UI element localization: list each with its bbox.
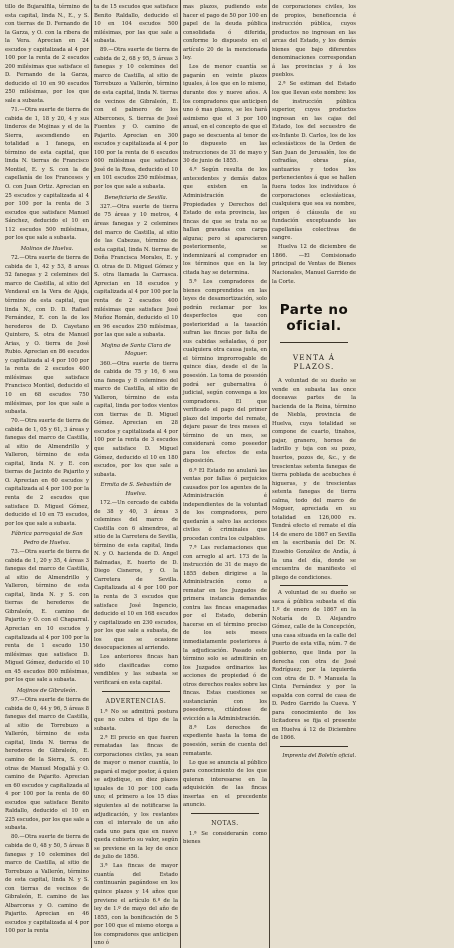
parte-no-oficial-banner: Parte no oficial. — [279, 302, 349, 335]
paragraph: 97.—Otra suerte de tierra de cabida de 0, 44 y 96, 5 áreas 8 fanegas del marco de Castilla, al sitio de Torrebuzo a Vallerón, término de esta capital, linda N. tierras de herederos de Gibraleón, E. camino de la Sierra, S. con otras de Manuel Mogallá y O. camino de Pajarito. Aprecian en 60 escudos y capitalizada al 4 por 100 por la renta de 60 escudos que satisface Benito Raldallo, deducido el 10 en 225 escudos, por los que sale a subasta. — [5, 697, 89, 832]
signature-paragraph: Huelva 12 de diciembre de 1866. —El Comisionado principal de Ventas de Bienes Nacionales, Manuel Garrido de la Corte. — [272, 244, 356, 285]
divider — [280, 746, 348, 747]
paragraph: 4.ª Según resulta de los antecedentes y demás datos que existen en la Administración de Propiedades y Derechos del Estado de esta provincia, las fincas de que se trata no se hallan gravadas con carga alguna; pero si aparecieren posteriormente, se indemnizará al comprador en los términos que en la ley citada hay se determina. — [183, 167, 267, 276]
paragraph: 71.—Otra suerte de tierra de cabida de 1, 18 y 20, 4 y sus linderos de Mojinas y el de la Sierra, ascendiendo en totalidad a 1 fanega, en término de esta capital, que linda N. tierras de Francisco Montiel, E. y S. con la de capellanía de los Franceses y O. con Juan Ortiz. Aprecian en 25 escudos y capitalizada al 4 por 100 por la renta de 3 escudos que satisface Manuel Sánchez, deducido el 10 en 112 escudos 500 milésimas, por los que sale a subasta. — [5, 107, 89, 242]
printer-imprint: Imprenta del Boletín oficial. — [282, 753, 356, 760]
section-heading: Beneficiaria de Sevilla. — [104, 194, 168, 201]
divider — [280, 342, 348, 343]
divider — [280, 585, 348, 586]
section-heading: Fábrica parroquial de San Pedro de Huelva. — [11, 531, 83, 546]
paragraph: 8.ª Los derechos de expediente hasta la toma de posesión, serán de cuenta del rematante. — [183, 724, 267, 757]
paragraph: Los anteriores fincas han sido clasificadas como vendibles y las subasta se verificará en esta capital. — [94, 654, 178, 686]
paragraph: 172.—Un cercado de cabida de 38 y 40, 3 áreas 3 celemines del marco de Castilla con 6 almendros, al sitio de la Carretera de Sevilla, término de esta capital, linda N. y O. hacienda de D. Angel Balmadas, E. huerto de D. Diego Cisneros, y O. la Carretera de Sevilla. Capitalizada al 4 por 100 por la renta de 3 escudos que satisface José Ingencio, deducido el 10 en 168 escudos y capitalizado en 230 escudos, por los que sale a subasta, de los que se ocasione desocupaciones al arriendo. — [94, 499, 178, 652]
column-grid — [3, 0, 451, 947]
advertencia-item: 3.ª Las fincas de mayor cuantía del Estado continuarán pagándose en los quince plazos y 14 años que previene el artículo 6.º de la ley de 1.º de mayo del año de 1855, con la bonificación de 5 por 100 que el mismo otorga a los compradores que anticipen uno ó — [94, 863, 178, 947]
paragraph: 89.—Otra suerte de tierra de cabida de 2, 68 y 95, 5 áreas 3 fanegas y 10 celemines del marco de Castilla, al sitio de Torrebuzo a Vallerón, término de esta capital, linda N. tierras de vecinos de Gibraleón, E. con el palmero de los Albercones, S. tierras de José Fuentes y O. camino de Pajarito. Aprecian en 300 escudos y capitalizada al 4 por 100 por la renta de 6 escudos 600 milésimas que satisface José de la Rosa, deducido el 10 en 101 escudos 250 milésimas, por los que sale a subasta. — [94, 47, 178, 190]
paragraph: 70.—Otra suerte de tierra de cabida de 1, 05 y 61, 3 áreas y fanegas del marco de Castilla, al sitio de Almendrillo y Valleron, término de esta capital, linda N. y E. con tierras de Jacinto de Pajarito y O. Aprecian en 60 escudos y capitalizada al 4 por 100 por la renta de 2 escudos que satisface D. Miguel Gómez, deducido el 10 en 75 escudos, por los que sale a subasta. — [5, 418, 89, 527]
paragraph: 7.ª Las reclamaciones que con arreglo al art. 173 de la instrucción de 31 de mayo de 1855 deben dirigirse a la Administración como a rematar en los Juzgados de primera instancia demandas contra las fincas enagenadas por el Estado, deberán hacerse en el término preciso de los seis meses inmediatamente posteriores á la adjudicación. Pasado este término solo se admitirán en los Juzgados ordinarios las acciones de propiedad ó de otros derechos reales sobre las fincas. Estas cuestiones se sustanciarán con los poseedores, citándose de evicción a la Administración. — [183, 544, 267, 722]
section-heading: Mojinos de Gibraleón. — [16, 687, 78, 694]
section-heading: Mojina de Santa Clara de Moguer. — [101, 342, 171, 358]
advertencias-heading: ADVERTENCIAS. — [105, 697, 167, 705]
column-3 — [181, 0, 269, 948]
nota-item: 1.ª Se considerarán como bienes — [183, 830, 267, 846]
paragraph: Los de menor cuantía se pagarán en veinte plazos iguales, á los que en lo mismo, durante dos y nueve años. A los compradores que anticipen uno ó mas plazos, se les hará asimismo que el 3 por 100 anual, en el concepto de que el pago se descuenta al tenor de lo dispuesto en las instrucciones de 31 de mayo y 30 de junio de 1855. — [183, 64, 267, 165]
paragraph: de corporaciones civiles, los de propios, beneficencia é instrucción pública, cuyos productos no ingresan en las arcas del Estado, y los demás bienes que bajo diferentes denominaciones correspondan á las provincias y á los pueblos. — [272, 4, 356, 79]
divider — [102, 691, 170, 692]
paragraph: mas plazos, pudiendo este hacer el pago de 50 por 100 en papel de la deuda pública consolidada ó diferida, conforme lo dispuesto en el artículo 20 de la mencionada ley. — [183, 4, 267, 62]
venta-paragraph: A voluntad de su dueño se vende en subasta las once doceavas partes de la hacienda de la Reina, término de Niebla, provincia de Huelva, cuya totalidad se compone de cuarto, tinahos, pajar, granero, hornos de ladrillo y teja con su pozo, huertos, pozos de, &c., y de trescientas setenta fanegas de tierra poblada de acebuches é higueras, y de trescientas setenta fanegas de tierra calma, todo del marco de Moguer, apreciada en su totalidad en 126,000 rs. Tendrá efecto el remate el día 14 de enero de 1867 en Sevilla en la escribanía del Dr. N. Eusebio González de Andía, á la una del día, donde se encuentra de manifiesto el pliego de condiciones. — [272, 378, 356, 581]
paragraph: Lo que se anuncia al público para conocimiento de los que quieran interesarse en la adquisición de las fincas insertas en el precedente anuncio. — [183, 759, 267, 809]
advertencia-item: 2.ª El precio en que fueren rematadas las fincas de corporaciones civiles, ya sean de mayor o menor cuantía, lo pagará el mejor postor, á quien se adjudique, en diez plazos iguales de 10 por 100 cada uno; el primero a los 15 días siguientes al de notificarse la adjudicación, y los restantes con el intervalo de un año cada uno para que en nueve queda cubierto su valor, según se previene en la ley de once de julio de 1856. — [94, 734, 179, 861]
column-2 — [92, 0, 180, 948]
venta-heading: VENTA Á PLAZOS. — [292, 353, 336, 372]
notas-heading: NOTAS. — [211, 819, 239, 827]
paragraph: 327.—Otra suerte de tierra de 75 áreas y 10 metros, 4 áreas fanegas y 2 celemines del marco de Castilla, al sitio de las Cabezas, término de esta capital, linda N. tierras de Doña Francisca Morales, E. y O. otras de D. Miguel Gómez y S. otra llamada la Carrasca. Aprecian en 18 escudos y capitalizada al 4 por 100 por la renta de 2 escudos 400 milésimas que satisface José Muñoz Román, deducido el 10 en 96 escudos 250 milésimas, por las que sale a subasta. — [94, 203, 178, 339]
paragraph: 5.ª Los compradores de bienes comprendidos en las leyes de desamortización, solo podrán reclamar por los desperfectos que con posterioridad a la tasación sufran las fincas por falta de sus cabidas señaladas, ó por cualquiera otra causa justa, en el término improrrogable de quince días, desde el de la posesión. La toma de posesión podrá ser gubernativa ó judicial, según convenga a los compradores. El que verificado el pago del primer plazo del importe del remate, dejare pasar de tres meses el término de un mes, se considerará como poseedor para los efectos de esta disposición. — [183, 279, 267, 465]
paragraph: 6.ª El Estado no anulará las ventas por fallas ó perjuicios causados por los agentes de la Administración é independientes de la voluntad de los compradores, pero quedarán a salvo las acciones civiles ó criminales que procedan contra los culpables. — [183, 467, 267, 542]
paragraph: 72.—Otra suerte de tierra de cabida de 1, 42 y 53, 8 areas 52 fanegas y 2 celemines del marco de Castilla, al sitio del Vendaval en la Vera de Ajaja, término de esta capital, que linda N., con D. D. Rafael Fernández, E. con la de los herederos de D. Cayetano Quintero, S. otra de Manuel Arias, y O. tierra de José Rubio. Aprecian en 86 escudos y capitalizada al 4 por 100 por la renta de 2 escudos 400 milésimas que satisface Francisco Montiel, deducido el 10 en 68 escudos 750 milésimas, por los que sale a subasta. — [5, 255, 89, 416]
paragraph: ta de 15 escudos que satisface Benito Raldallo, deducido el 10 en 104 escudos 500 milésimas, por las que sale a subasta. — [94, 4, 178, 45]
venta-paragraph: A voluntad de su dueño se saca á pública subasta el día 1.º de enero de 1867 en la Notaría de D. Alejandro Gómez, calle de la Concepción, una casa situada en la calle del Puerto de esta villa, núm. 7 de gobierno, que linda por la derecha con otra de José Rodríguez; por la izquierda con otra de D. ª Manuela la Cinta Fernández y por la espalda con corral de casa de D. Pedro Garrido la Cueva. Y para conocimiento de los licitadores se fija el presente en Huelva á 12 de Diciembre de 1866. — [272, 590, 357, 742]
section-heading: Ermita de S. Sebastián de Huelva. — [100, 482, 172, 497]
paragraph: 2.ª Se estiman del Estado los que llevan este nombre: los de instrucción pública superior, cuyos productos ingresan en las cajas del Estado, los del secuestro de ex-Infante D. Carlos, los de los eclesiásticos de la Orden de San Juan de Jerusalén, los de cofradías, obras pías, santuarios y todos los pertenecientes á que se hallen fuera todos los individuos ó corporaciones eclesiásticas, cualquiera que sea su nombre, origen ó cláusula de su fundación exceptuando las capellanías colectivas de sangre. — [272, 81, 356, 242]
column-1 — [3, 0, 91, 948]
column-4 — [270, 0, 358, 948]
section-heading: Molinos de Huelva. — [20, 245, 74, 252]
advertencia-item: 1.ª No se admitirá postura que no cubra el tipo de la subasta. — [94, 708, 178, 732]
paragraph: 73.—Otra suerte de tierra de cabida de 1, 20 y 35, 4 áreas 3 fanegas del marco de Castilla, al sitio de Almendrillo y Valleron, término de esta capital, linda N. y S. con tierras de herederos de Gibraleón, E. camino de Pajarito y O. con el Chaparral. Aprecian en 10 escudos y capitalizada al 4 por 100 por la renta de 1 escudo 150 milésimas que satisface D. Miguel Gómez, deducido el 10 en 45 escudos 800 milésimas, por los que sale a subasta. — [5, 549, 89, 684]
paragraph: 360.—Otra suerte de tierra de cabida de 75 y 16, 6 sea una fanega y 8 celemines del marco de Castilla, al sitio de Valleron, término de esta capital, linda por todos vientos con tierras de D. Miguel Gómez. Aprecian en 28 escudos y capitalizada al 4 por 100 por la renta de 3 escudos que satisface D. Miguel Gómez, deducido el 10 en 180 escudos, por los que sale a subasta. — [94, 360, 178, 478]
paragraph: 80.—Otra suerte de tierra de cabida de 0, 48 y 50, 5 áreas 8 fanegas y 10 celemines del marco de Castilla, al sitio de Torrebuzo a Vallerón, término de esta capital, linda N. y S. con tierras de vecinos de Gibraleón, E. camino de las Albarcoras y O. camino de Pajarito. Aprecian en 46 escudos y capitalizada al 4 por 100 por la renta — [5, 834, 89, 935]
divider — [191, 813, 259, 814]
paragraph: tillo de Bujaralfila, término de esta capital, linda N., E., y S. con tierras de D. Fernando de la Garza, y O. con la ribera de la Vera. Aprecian en 24 escudos y capitalizada al 4 por 100 por la renta de 2 escudos 200 milésimas que satisface el D. Fernando de la Garza, deducido el 10 en 90 escudos 250 milésimas, por los que sale a subasta. — [5, 4, 89, 105]
